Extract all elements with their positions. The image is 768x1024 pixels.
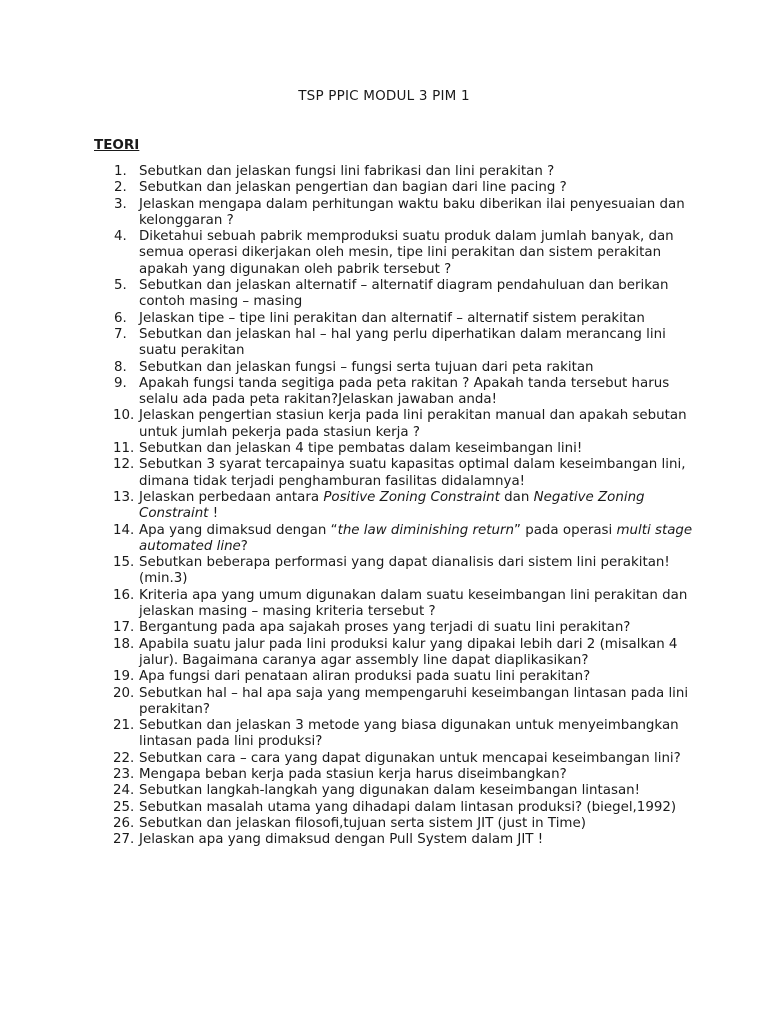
item-text-italic: Positive Zoning Constraint — [323, 489, 500, 505]
item-text-post: ! — [208, 506, 219, 522]
item-number: 21. — [113, 718, 135, 734]
item-number: 7. — [114, 326, 127, 342]
list-item — [94, 555, 694, 588]
item-text: Kriteria apa yang umum digunakan dalam suatu keseimbangan lini perakitan dan jelaskan masing – masing kriteria tersebut ? — [139, 587, 688, 620]
item-number: 18. — [113, 636, 135, 652]
item-text-italic: Negative Zoning Constraint — [139, 489, 645, 522]
item-text: Sebutkan 3 syarat tercapainya suatu kapasitas optimal dalam keseimbangan lini, dimana tidak terjadi penghamburan fasilitas didalamnya! — [139, 457, 686, 489]
item-number: 8. — [114, 359, 127, 375]
list-item — [94, 800, 694, 816]
item-number: 2. — [114, 180, 127, 196]
item-number: 22. — [113, 750, 135, 766]
list-item — [94, 523, 694, 556]
list-item — [94, 180, 694, 196]
item-number: 6. — [114, 310, 127, 326]
item-text-pre: Apa yang dimaksud dengan “ — [139, 522, 338, 538]
item-text-italic: multi stage automated line — [139, 522, 693, 554]
item-number: 9. — [114, 375, 127, 391]
list-item — [94, 197, 694, 230]
item-text: Sebutkan dan jelaskan filosofi,tujuan serta sistem JIT (just in Time) — [139, 815, 586, 831]
list-item — [94, 816, 694, 832]
list-item — [94, 376, 694, 409]
list-item — [94, 588, 694, 621]
item-text: Sebutkan dan jelaskan 4 tipe pembatas dalam keseimbangan lini! — [139, 441, 583, 457]
list-item — [94, 637, 694, 670]
item-number: 14. — [113, 522, 135, 538]
list-item — [94, 327, 694, 360]
item-text: Mengapa beban kerja pada stasiun kerja harus diseimbangkan? — [139, 766, 567, 782]
item-text: Sebutkan masalah utama yang dihadapi dalam lintasan produksi? (biegel,1992) — [139, 799, 677, 815]
item-text-italic: the law diminishing return — [337, 522, 515, 538]
item-text: Jelaskan apa yang dimaksud dengan Pull System dalam JIT ! — [139, 832, 544, 848]
list-item — [94, 751, 694, 767]
item-text: Apa fungsi dari penataan aliran produksi pada suatu lini perakitan? — [139, 669, 591, 685]
list-item — [94, 441, 694, 457]
list-item — [94, 620, 694, 636]
list-item — [94, 360, 694, 376]
item-number: 10. — [113, 408, 135, 424]
item-number: 5. — [114, 278, 127, 294]
item-text-mid: ” pada operasi — [514, 522, 617, 538]
item-text: Sebutkan hal – hal apa saja yang mempengaruhi keseimbangan lintasan pada lini perakitan? — [139, 685, 689, 717]
item-text: Sebutkan langkah-langkah yang digunakan dalam keseimbangan lintasan! — [139, 783, 641, 799]
item-text: Jelaskan tipe – tipe lini perakitan dan alternatif – alternatif sistem perakitan — [139, 310, 645, 326]
list-item — [94, 832, 694, 848]
item-number: 4. — [114, 229, 127, 245]
list-item — [94, 229, 694, 278]
item-text: Diketahui sebuah pabrik memproduksi suatu produk dalam jumlah banyak, dan semua operasi dikerjakan oleh mesin, tipe lini perakitan dan sistem perakitan apakah yang digunakan oleh pabrik tersebut ? — [139, 229, 674, 277]
list-item — [94, 408, 694, 441]
item-text: Jelaskan pengertian stasiun kerja pada lini perakitan manual dan apakah sebutan untuk jumlah pekerja pada stasiun kerja ? — [139, 408, 687, 440]
item-text: Sebutkan cara – cara yang dapat digunakan untuk mencapai keseimbangan lini? — [139, 750, 681, 766]
item-text: Bergantung pada apa sajakah proses yang terjadi di suatu lini perakitan? — [139, 620, 631, 636]
item-number: 1. — [114, 164, 127, 179]
list-item — [94, 767, 694, 783]
item-text-post: ? — [240, 538, 248, 554]
item-text: Sebutkan dan jelaskan hal – hal yang perlu diperhatikan dalam merancang lini suatu perakitan — [139, 326, 666, 359]
item-number: 19. — [113, 669, 135, 685]
item-text-mid: dan — [499, 489, 534, 505]
list-item — [94, 164, 694, 180]
list-item — [94, 783, 694, 799]
item-number: 27. — [113, 832, 135, 848]
item-text: Jelaskan mengapa dalam perhitungan waktu baku diberikan ilai penyesuaian dan kelonggaran ? — [139, 196, 685, 228]
item-number: 24. — [113, 783, 135, 799]
question-list — [94, 164, 694, 848]
list-item — [94, 278, 694, 311]
item-number: 20. — [113, 685, 135, 701]
item-number: 17. — [113, 620, 135, 636]
list-item — [94, 669, 694, 685]
list-item — [94, 311, 694, 327]
item-number: 16. — [113, 587, 135, 603]
item-text: Sebutkan dan jelaskan pengertian dan bagian dari line pacing ? — [139, 180, 567, 196]
item-text: Sebutkan beberapa performasi yang dapat dianalisis dari sistem lini perakitan! (min.3) — [139, 555, 670, 587]
item-text-pre: Jelaskan perbedaan antara — [139, 489, 324, 505]
item-number: 3. — [114, 196, 127, 212]
list-item — [94, 490, 694, 523]
list-item — [94, 457, 694, 490]
item-text: Sebutkan dan jelaskan fungsi lini fabrikasi dan lini perakitan ? — [139, 164, 555, 179]
section-heading: TEORI — [94, 137, 140, 153]
item-text: Apakah fungsi tanda segitiga pada peta rakitan ? Apakah tanda tersebut harus selalu ada pada peta rakitan?Jelaskan jawaban anda! — [139, 375, 670, 408]
item-number: 13. — [113, 489, 135, 505]
item-number: 25. — [113, 799, 135, 815]
list-item — [94, 686, 694, 719]
item-number: 23. — [113, 766, 135, 782]
document-title: TSP PPIC MODUL 3 PIM 1 — [298, 88, 470, 104]
item-text: Sebutkan dan jelaskan alternatif – alternatif diagram pendahuluan dan berikan contoh masing – masing — [139, 278, 669, 310]
item-number: 11. — [113, 441, 135, 457]
list-item — [94, 718, 694, 751]
item-number: 26. — [113, 815, 135, 831]
item-text: Apabila suatu jalur pada lini produksi kalur yang dipakai lebih dari 2 (misalkan 4 jalur). Bagaimana caranya agar assembly line dapat diaplikasikan? — [139, 636, 678, 668]
item-number: 15. — [113, 555, 135, 571]
item-text: Sebutkan dan jelaskan fungsi – fungsi serta tujuan dari peta rakitan — [139, 359, 594, 375]
item-number: 12. — [113, 457, 135, 473]
item-text: Sebutkan dan jelaskan 3 metode yang biasa digunakan untuk menyeimbangkan lintasan pada lini produksi? — [139, 718, 679, 750]
